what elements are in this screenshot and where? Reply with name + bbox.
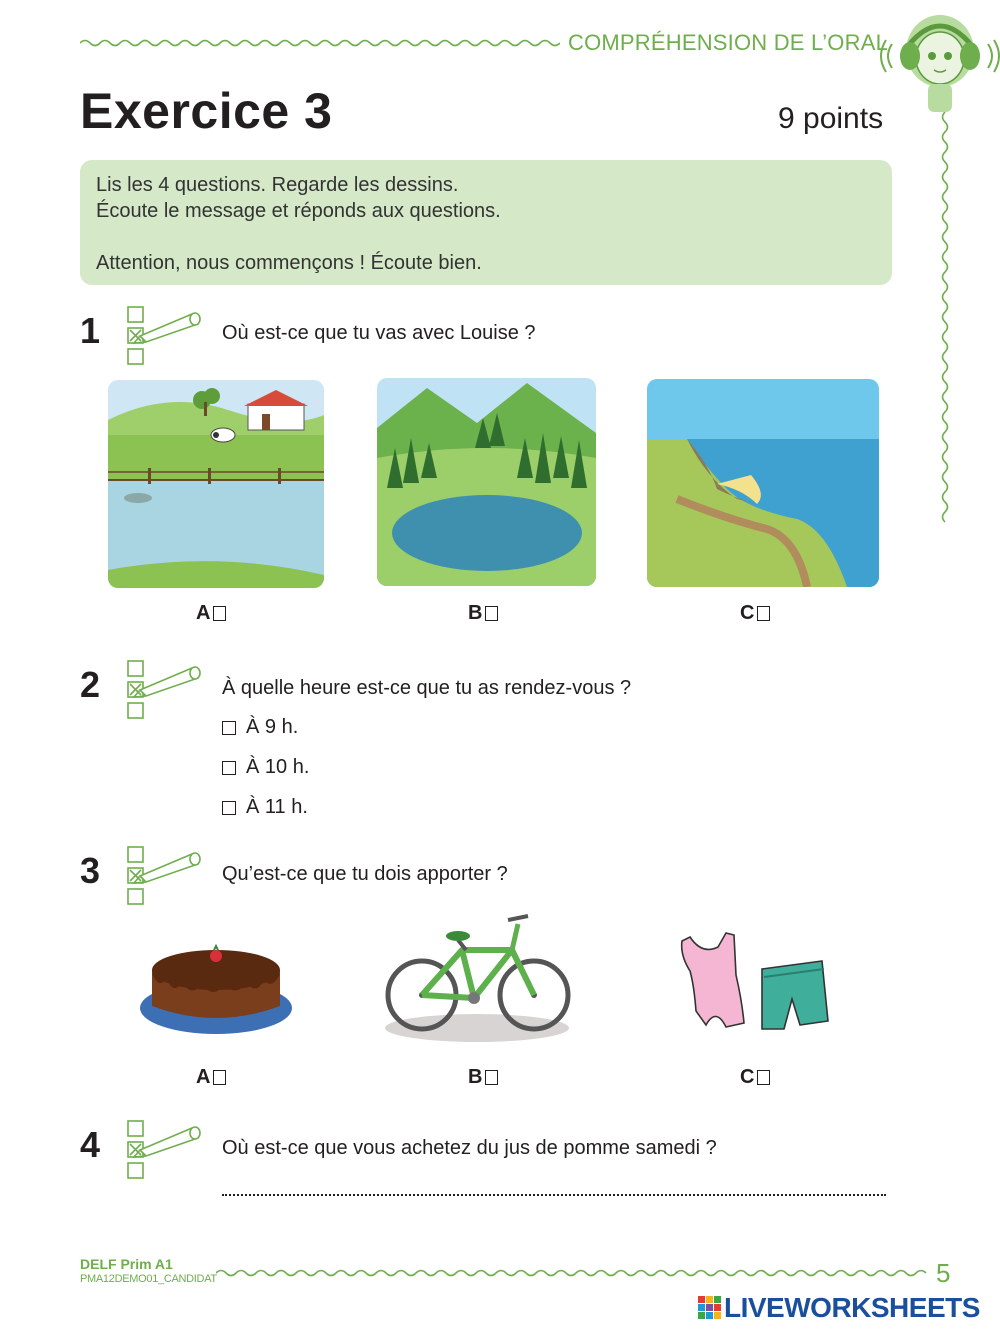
checkbox-pencil-icon — [126, 660, 206, 722]
question-number: 1 — [80, 310, 101, 351]
answer-checkbox[interactable] — [757, 606, 770, 621]
checkbox-pencil-icon — [126, 306, 206, 368]
instruction-line: Attention, nous commençons ! Écoute bien. — [96, 252, 482, 274]
choice-letter: C — [740, 1066, 755, 1088]
answer-checkbox[interactable] — [222, 761, 236, 775]
footer-code: PMA12DEMO01_CANDIDAT — [80, 1273, 217, 1285]
footer-wavy-rule — [216, 1266, 928, 1280]
section-title: COMPRÉHENSION DE L’ORAL — [568, 30, 889, 55]
answer-line[interactable] — [222, 1184, 886, 1196]
mountain-lake-picture — [377, 378, 596, 586]
answer-checkbox[interactable] — [485, 606, 498, 621]
option-label: À 10 h. — [246, 756, 310, 778]
choice-label[interactable] — [196, 1066, 226, 1089]
checkbox-pencil-icon — [126, 846, 206, 908]
checkbox-pencil-icon — [126, 1120, 206, 1182]
question-text: Où est-ce que vous achetez du jus de pomme samedi ? — [222, 1137, 717, 1159]
answer-checkbox[interactable] — [485, 1070, 498, 1085]
swimsuits-picture — [676, 925, 832, 1035]
question-number: 4 — [80, 1124, 101, 1165]
answer-option[interactable] — [222, 756, 309, 779]
instruction-line: Lis les 4 questions. Regarde les dessins. — [96, 174, 459, 196]
page-number: 5 — [936, 1258, 951, 1288]
chocolate-cake-picture — [136, 940, 296, 1040]
footer-exam-name: DELF Prim A1 — [80, 1256, 173, 1272]
choice-letter: B — [468, 602, 483, 624]
side-wavy-rule — [938, 112, 952, 528]
answer-checkbox[interactable] — [757, 1070, 770, 1085]
question-number: 2 — [80, 664, 101, 705]
question-text: Qu’est-ce que tu dois apporter ? — [222, 863, 508, 885]
answer-checkbox[interactable] — [222, 721, 236, 735]
choice-label[interactable] — [196, 602, 226, 625]
answer-checkbox[interactable] — [213, 606, 226, 621]
choice-label[interactable] — [740, 602, 770, 625]
brand-name: LIVEWORKSHEETS — [724, 1292, 980, 1323]
choice-letter: B — [468, 1066, 483, 1088]
seaside-cliff-picture — [647, 379, 879, 587]
farm-pond-picture — [108, 380, 324, 588]
answer-checkbox[interactable] — [222, 801, 236, 815]
exercise-title: Exercice 3 — [80, 83, 333, 139]
choice-letter: A — [196, 1066, 211, 1088]
option-label: À 11 h. — [246, 796, 308, 818]
answer-option[interactable] — [222, 796, 308, 819]
instructions-box — [80, 160, 892, 285]
choice-letter: A — [196, 602, 211, 624]
option-label: À 9 h. — [246, 716, 299, 738]
bicycle-picture — [382, 910, 572, 1045]
liveworksheets-logo-icon — [698, 1296, 722, 1320]
question-number: 3 — [80, 850, 101, 891]
choice-label[interactable] — [740, 1066, 770, 1089]
choice-label[interactable] — [468, 1066, 498, 1089]
instruction-line: Écoute le message et réponds aux questions. — [96, 200, 501, 222]
choice-letter: C — [740, 602, 755, 624]
answer-checkbox[interactable] — [213, 1070, 226, 1085]
answer-option[interactable] — [222, 716, 298, 739]
question-text: À quelle heure est-ce que tu as rendez-vous ? — [222, 677, 632, 699]
choice-label[interactable] — [468, 602, 498, 625]
header-wavy-rule — [80, 36, 560, 50]
exercise-points: 9 points — [778, 102, 884, 135]
question-text: Où est-ce que tu vas avec Louise ? — [222, 322, 536, 344]
listening-girl-icon — [880, 6, 1000, 116]
